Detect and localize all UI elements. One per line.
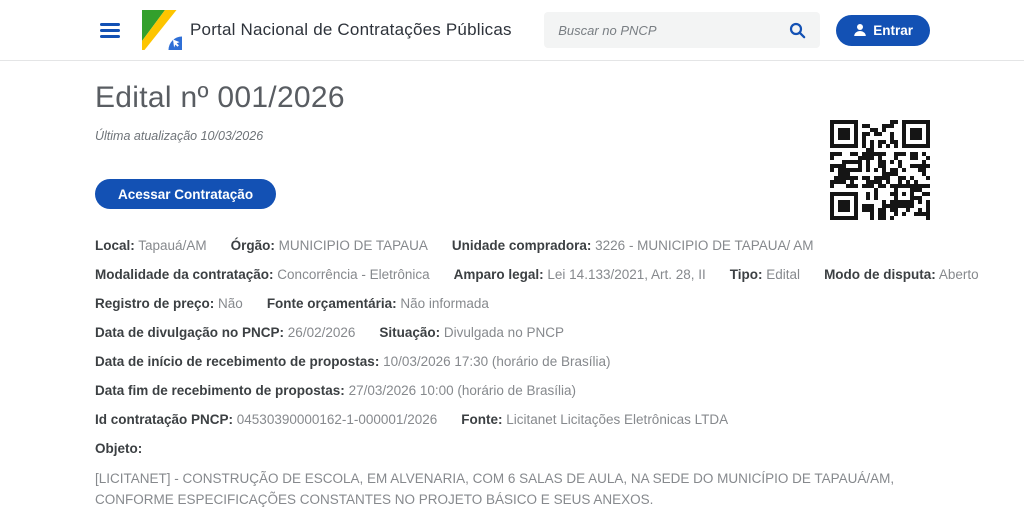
page-title: Edital nº 001/2026 xyxy=(95,81,345,114)
detail-value: Lei 14.133/2021, Art. 28, II xyxy=(543,267,706,282)
detail-value: 10/03/2026 17:30 (horário de Brasília) xyxy=(379,354,611,369)
detail-row xyxy=(95,265,979,284)
detail-label: Situação: xyxy=(379,325,441,340)
detail-label: Fonte orçamentária: xyxy=(266,296,397,311)
detail-pair xyxy=(231,238,428,253)
hamburger-menu-icon[interactable] xyxy=(100,23,120,38)
user-icon xyxy=(853,23,867,37)
detail-pair xyxy=(452,238,814,253)
detail-label: Objeto: xyxy=(95,441,143,456)
detail-row xyxy=(95,236,932,255)
detail-value: Concorrência - Eletrônica xyxy=(273,267,430,282)
detail-label: Órgão: xyxy=(230,238,275,253)
brand-title[interactable]: Portal Nacional de Contratações Públicas xyxy=(190,20,512,39)
detail-value: Não xyxy=(214,296,243,311)
detail-value: Divulgada no PNCP xyxy=(440,325,564,340)
detail-value: Não informada xyxy=(396,296,489,311)
detail-pair xyxy=(730,267,800,282)
detail-value: 27/03/2026 10:00 (horário de Brasília) xyxy=(344,383,576,398)
detail-row xyxy=(95,294,932,313)
detail-pair xyxy=(461,412,728,427)
detail-row xyxy=(95,352,932,371)
detail-label: Data fim de recebimento de propostas: xyxy=(95,383,345,398)
detail-value: 3226 - MUNICIPIO DE TAPAUA/ AM xyxy=(591,238,814,253)
search-input[interactable] xyxy=(558,23,785,38)
objeto-description: [LICITANET] - CONSTRUÇÃO DE ESCOLA, EM ALVENARIA, COM 6 SALAS DE AULA, NA SEDE DO MUNICÍPIO DE TAPAUÁ/AM, CONFORME ESPECIFICAÇÕES CONSTANTES NO PROJETO BÁSICO E SEUS ANEXOS. xyxy=(95,471,895,507)
detail-pair xyxy=(379,325,564,340)
top-header xyxy=(0,0,1024,61)
detail-value: Tapauá/AM xyxy=(134,238,207,253)
detail-label: Data de início de recebimento de propostas: xyxy=(95,354,380,369)
last-update-text: Última atualização 10/03/2026 xyxy=(95,129,264,143)
detail-label: Amparo legal: xyxy=(453,267,544,282)
login-button[interactable] xyxy=(836,15,930,46)
detail-row xyxy=(95,323,932,342)
pncp-logo[interactable] xyxy=(142,10,182,50)
login-label: Entrar xyxy=(873,22,913,38)
detail-pair xyxy=(95,296,243,311)
detail-pair xyxy=(95,383,576,398)
details-list xyxy=(95,236,979,458)
main-content xyxy=(0,61,1024,510)
qr-code xyxy=(828,118,932,222)
search-box xyxy=(544,12,820,48)
detail-pair xyxy=(95,354,610,369)
detail-value: Edital xyxy=(762,267,801,282)
detail-value: 04530390000162-1-000001/2026 xyxy=(233,412,438,427)
search-icon[interactable] xyxy=(785,18,810,43)
detail-label: Modalidade da contratação: xyxy=(95,267,274,282)
detail-pair xyxy=(95,267,430,282)
detail-pair xyxy=(267,296,489,311)
detail-value: Aberto xyxy=(935,267,979,282)
detail-label: Id contratação PNCP: xyxy=(95,412,234,427)
access-contract-button[interactable]: Acessar Contratação xyxy=(95,179,276,209)
detail-label: Tipo: xyxy=(729,267,763,282)
detail-row xyxy=(95,439,932,458)
detail-row xyxy=(95,381,932,400)
detail-label: Fonte: xyxy=(461,412,503,427)
detail-value: Licitanet Licitações Eletrônicas LTDA xyxy=(502,412,729,427)
detail-label: Data de divulgação no PNCP: xyxy=(95,325,285,340)
detail-value: MUNICIPIO DE TAPAUA xyxy=(274,238,428,253)
detail-pair xyxy=(95,325,355,340)
detail-label: Local: xyxy=(95,238,135,253)
detail-pair xyxy=(95,412,437,427)
detail-pair xyxy=(95,441,142,456)
detail-row xyxy=(95,410,932,429)
detail-value: 26/02/2026 xyxy=(284,325,356,340)
detail-pair xyxy=(824,267,979,282)
detail-pair xyxy=(454,267,706,282)
detail-label: Modo de disputa: xyxy=(824,267,936,282)
detail-pair xyxy=(95,238,207,253)
detail-label: Registro de preço: xyxy=(95,296,215,311)
detail-label: Unidade compradora: xyxy=(451,238,592,253)
